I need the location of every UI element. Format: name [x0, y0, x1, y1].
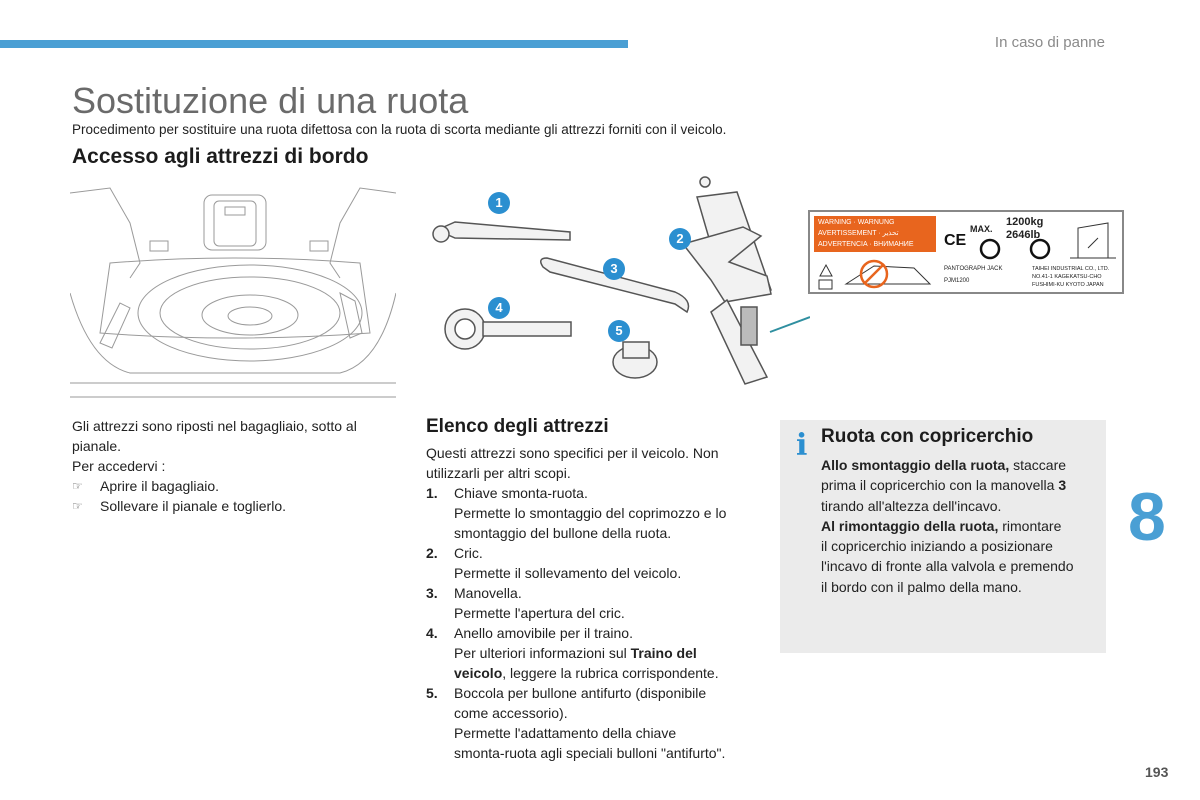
wheels-icon [976, 238, 1056, 260]
info-body: Allo smontaggio della ruota, staccare prima il copricerchio con la manovella 3 tirando all'altezza dell'incavo. Al rimontaggio della ruota, rimontare il copricerchio iniziando a posizionare l'incavo di fronte alla valvola e premendo il bordo con il palmo della mano. [821, 457, 1074, 595]
info-title: Ruota con copricerchio [821, 426, 1034, 447]
page-number: 193 [1145, 764, 1169, 780]
callout-2: 2 [669, 228, 691, 250]
trunk-illustration [70, 183, 396, 403]
section-label: In caso di panne [994, 34, 1105, 51]
page-title: Sostituzione di una ruota [72, 80, 469, 121]
warning-pictograms [814, 256, 936, 290]
list-item: 2. Cric. [426, 545, 483, 561]
list-item: 4. Anello amovibile per il traino. [426, 625, 633, 641]
tool-desc: veicolo, leggere la rubrica corrispondente. [454, 665, 719, 681]
access-step: ☞ Aprire il bagagliaio. [72, 478, 220, 494]
header-accent-bar [0, 40, 628, 48]
tool-desc: Per ulteriori informazioni sul Traino del [454, 645, 697, 661]
hand-pointer-icon: ☞ [72, 479, 83, 493]
capacity-kg: 1200kg [1006, 216, 1044, 228]
tool-desc: Permette l'apertura del cric. [454, 605, 625, 621]
list-item: 3. Manovella. [426, 585, 522, 601]
tool-desc: smonta-ruota agli speciali bulloni "antifurto". [454, 745, 726, 761]
access-line-2: pianale. [72, 438, 122, 454]
warning-panel: WARNING · WARNUNG AVERTISSEMENT · تحذير ADVERTENCIA · ВНИМАНИЕ [814, 216, 936, 252]
callout-1: 1 [488, 192, 510, 214]
tool-desc: come accessorio). [454, 705, 568, 721]
callout-5: 5 [608, 320, 630, 342]
chapter-number: 8 [1128, 479, 1166, 555]
tool-desc: Permette lo smontaggio del coprimozzo e lo [454, 505, 727, 521]
tools-intro-2: utilizzarli per altri scopi. [426, 465, 571, 481]
info-box [780, 420, 1106, 653]
maker-3: FUSHIMI-KU KYOTO JAPAN [1032, 282, 1104, 288]
capacity-lb: 2646lb [1006, 229, 1041, 241]
tools-list-section [426, 417, 766, 763]
jack-label [808, 210, 1124, 294]
jack-code: PJM1200 [944, 278, 970, 284]
tool-desc: Permette il sollevamento del veicolo. [454, 565, 682, 581]
access-step: ☞ Sollevare il pianale e toglierlo. [72, 498, 286, 514]
jack-name: PANTOGRAPH JACK [944, 266, 1003, 272]
maker-1: TAIHEI INDUSTRIAL CO., LTD. [1032, 266, 1110, 272]
callout-3: 3 [603, 258, 625, 280]
hand-pointer-icon: ☞ [72, 499, 83, 513]
callout-4: 4 [488, 297, 510, 319]
tool-desc: smontaggio del bullone della ruota. [454, 525, 672, 541]
tools-heading: Elenco degli attrezzi [426, 416, 609, 437]
access-line-1: Gli attrezzi sono riposti nel bagagliaio, sotto al [72, 418, 357, 434]
ce-mark: CE [944, 232, 967, 249]
section-subtitle: Accesso agli attrezzi di bordo [72, 145, 369, 168]
list-item: 5. Boccola per bullone antifurto (disponibile [426, 685, 707, 701]
access-line-3: Per accedervi : [72, 458, 166, 474]
list-item: 1. Chiave smonta-ruota. [426, 485, 588, 501]
max-label: MAX. [970, 224, 993, 234]
tools-intro-1: Questi attrezzi sono specifici per il veicolo. Non [426, 445, 719, 461]
jack-diagram-icon [1068, 218, 1118, 262]
info-icon: i [796, 428, 808, 463]
access-text [72, 416, 397, 516]
intro-text: Procedimento per sostituire una ruota difettosa con la ruota di scorta mediante gli attrezzi forniti con il veicolo. [72, 122, 727, 137]
tools-illustration [425, 172, 810, 397]
maker-2: NO.41-1 KAGEKATSU-CHO [1032, 274, 1102, 280]
tool-desc: Permette l'adattamento della chiave [454, 725, 677, 741]
